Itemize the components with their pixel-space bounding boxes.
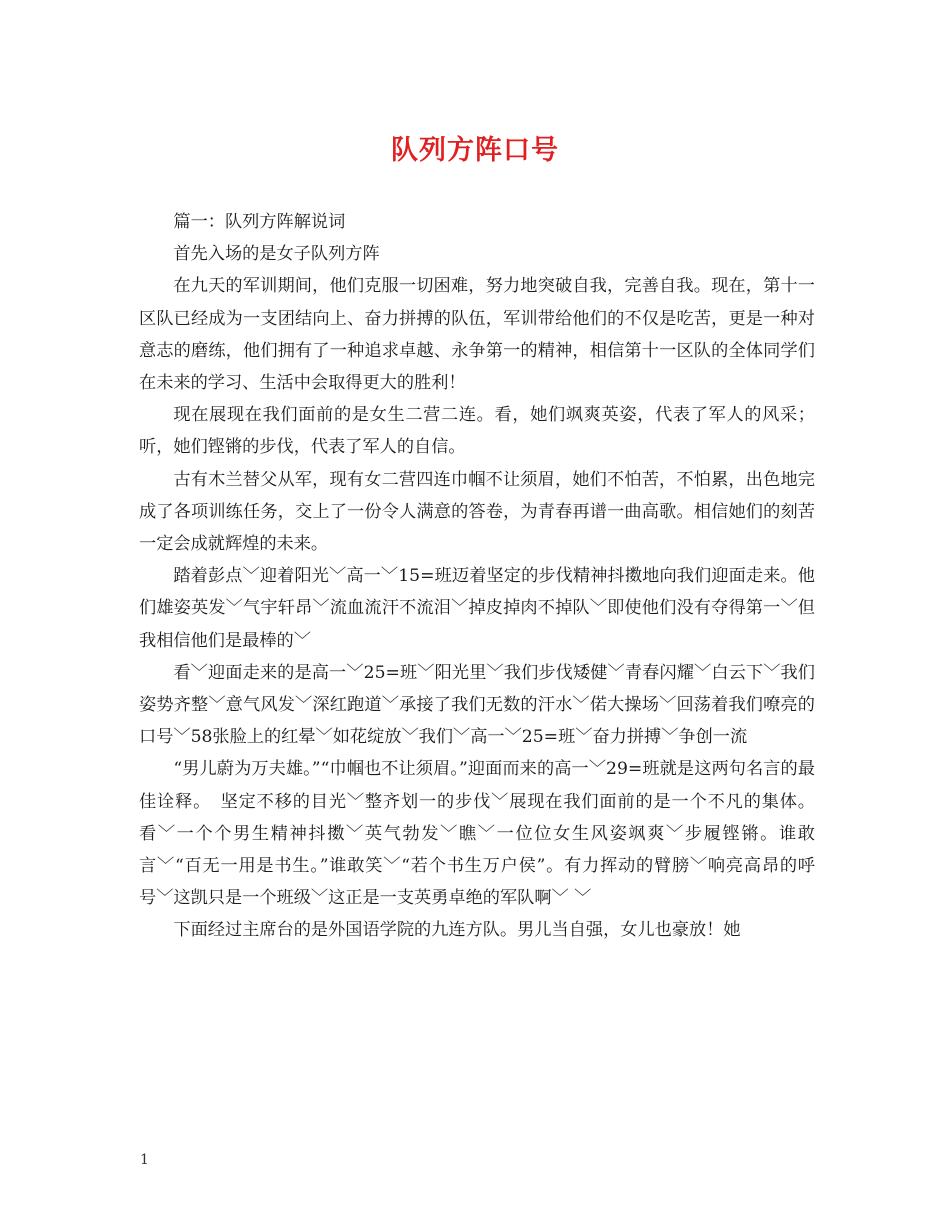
paragraph: 在九天的军训期间，他们克服一切困难，努力地突破自我，完善自我。现在，第十一区队已经成为一支团结向上、奋力拼搏的队伍，军训带给他们的不仅是吃苦，更是一种对意志的磨练，他们拥有了一种追求卓越、永争第一的精神，相信第十一区队的全体同学们在未来的学习、生活中会取得更大的胜利！	[139, 276, 815, 394]
page-number: 1	[140, 1152, 149, 1168]
paragraph-section-heading: 篇一：队列方阵解说词	[173, 212, 346, 232]
paragraph: 首先入场的是女子队列方阵	[173, 244, 380, 265]
paragraph: 现在展现在我们面前的是女生二营二连。看，她们飒爽英姿，代表了军人的风采；听，她们铿锵的步伐，代表了军人的自信。	[139, 405, 815, 458]
document-title: 队列方阵口号	[391, 135, 559, 166]
paragraph: “男儿蔚为万夫雄。”“巾帼也不让须眉。”迎面而来的高一﹀29=班就是这两句名言的最佳诠释。 坚定不移的目光﹀整齐划一的步伐﹀展现在我们面前的是一个不凡的集体。看﹀一个个男生精神抖擞﹀英气勃发﹀瞧﹀一位位女生风姿飒爽﹀步履铿锵。谁敢言﹀“百无一用是书生。”谁敢笑﹀“若个书生万户侯”。有力挥动的臂膀﹀响亮高昂的呼号﹀这凯只是一个班级﹀这正是一支英勇卓绝的军队啊﹀ ﹀	[139, 759, 815, 909]
paragraph: 下面经过主席台的是外国语学院的九连方队。男儿当自强，女儿也豪放！她	[173, 920, 741, 941]
paragraph: 踏着彭点﹀迎着阳光﹀高一﹀15=班迈着坚定的步伐精神抖擞地向我们迎面走来。他们雄姿英发﹀气宇轩昂﹀流血流汗不流泪﹀掉皮掉肉不掉队﹀即使他们没有夺得第一﹀但我相信他们是最棒的﹀	[139, 566, 815, 651]
document-body	[139, 206, 815, 947]
paragraph: 古有木兰替父从军，现有女二营四连巾帼不让须眉，她们不怕苦，不怕累，出色地完成了各项训练任务，交上了一份令人满意的答卷，为青春再谱一曲高歌。相信她们的刻苦一定会成就辉煌的未来。	[139, 469, 815, 555]
paragraph: 看﹀迎面走来的是高一﹀25=班﹀阳光里﹀我们步伐矮健﹀青春闪耀﹀白云下﹀我们姿势齐整﹀意气风发﹀深红跑道﹀承接了我们无数的汗水﹀偌大操场﹀回荡着我们嘹亮的口号﹀58张脸上的红晕﹀如花绽放﹀我们﹀高一﹀25=班﹀奋力拼搏﹀争创一流	[139, 662, 815, 748]
